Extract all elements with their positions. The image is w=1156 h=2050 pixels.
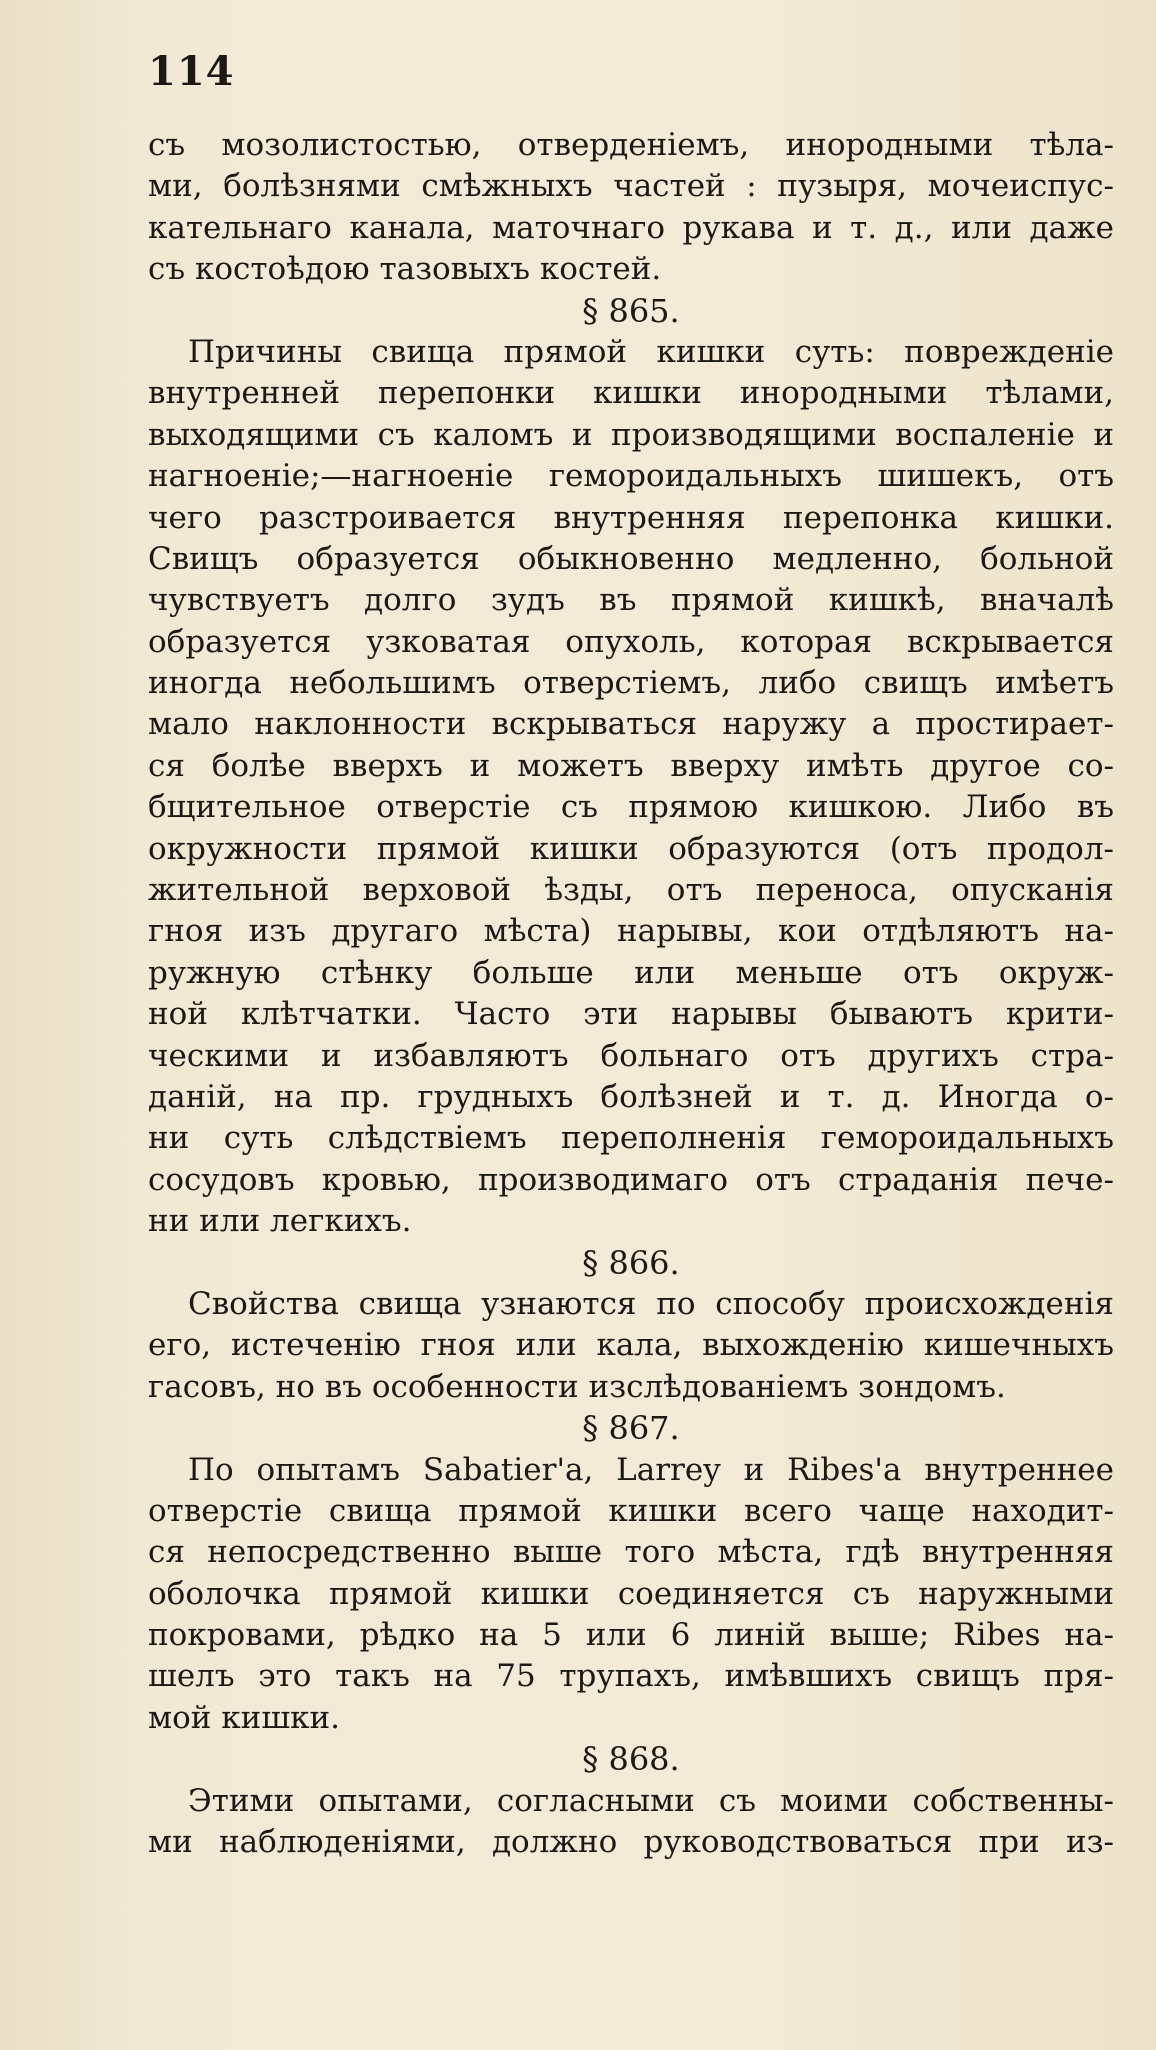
text-line: ся болѣе вверхъ и можетъ вверху имѣть другое со- xyxy=(148,747,1114,784)
text-line: ми наблюденіями, должно руководствоваться при из- xyxy=(148,1824,1114,1861)
text-line: гасовъ, но въ особенности изслѣдованіемъ зондомъ. xyxy=(148,1368,1006,1405)
section-heading: § 868. xyxy=(582,1740,680,1779)
text-line: чего разстроивается внутренняя перепонка кишки. xyxy=(148,499,1114,536)
text-line: шелъ это такъ на 75 трупахъ, имѣвшихъ свищъ пря- xyxy=(148,1658,1114,1695)
text-line: его, истеченію гноя или кала, выхожденію кишечныхъ xyxy=(148,1327,1114,1364)
text-line: гноя изъ другаго мѣста) нарывы, кои отдѣляютъ на- xyxy=(148,913,1114,950)
text-line: покровами, рѣдко на 5 или 6 линій выше; Ribes на- xyxy=(148,1617,1114,1654)
page-number: 114 xyxy=(148,48,235,95)
paragraph xyxy=(148,1284,1114,1408)
section-heading: § 865. xyxy=(582,291,680,330)
text-line: По опытамъ Sabatier'a, Larrey и Ribes'a внутреннее xyxy=(188,1451,1114,1488)
text-line: образуется узковатая опухоль, которая вскрывается xyxy=(148,623,1114,660)
text-line: нагноеніе;—нагноеніе гемороидальныхъ шишекъ, отъ xyxy=(148,458,1114,495)
text-line: мало наклонности вскрываться наружу а простирает- xyxy=(148,706,1114,743)
text-line: Свойства свища узнаются по способу происхожденія xyxy=(188,1285,1114,1322)
text-line: оболочка прямой кишки соединяется съ наружными xyxy=(148,1575,1114,1612)
text-line: ми, болѣзнями смѣжныхъ частей : пузыря, мочеиспус- xyxy=(148,168,1114,205)
text-line: иногда небольшимъ отверстіемъ, либо свищъ имѣетъ xyxy=(148,665,1114,702)
paragraph xyxy=(148,1450,1114,1740)
text-line: Этими опытами, согласными съ моими собственны- xyxy=(188,1782,1114,1819)
section-heading: § 866. xyxy=(582,1243,680,1282)
text-line: ружную стѣнку больше или меньше отъ окруж- xyxy=(148,954,1114,991)
paragraph xyxy=(148,1781,1114,1864)
section-heading: § 867. xyxy=(582,1409,680,1448)
paragraph xyxy=(148,332,1114,1243)
text-line: ся непосредственно выше того мѣста, гдѣ внутренняя xyxy=(148,1534,1114,1571)
text-line: окружности прямой кишки образуются (отъ продол- xyxy=(148,830,1114,867)
text-line: мой кишки. xyxy=(148,1699,341,1736)
text-line: ни суть слѣдствіемъ переполненія гемороидальныхъ xyxy=(148,1120,1114,1157)
text-line: ной клѣтчатки. Часто эти нарывы бываютъ крити- xyxy=(148,996,1114,1033)
text-line: жительной верховой ѣзды, отъ переноса, опусканія xyxy=(148,872,1114,909)
text-line: съ костоѣдою тазовыхъ костей. xyxy=(148,251,662,288)
text-line: бщительное отверстіе съ прямою кишкою. Либо въ xyxy=(148,789,1114,826)
text-line: даній, на пр. грудныхъ болѣзней и т. д. Иногда о- xyxy=(148,1078,1114,1115)
text-line: съ мозолистостью, отверденіемъ, инородными тѣла- xyxy=(148,127,1114,163)
text-line: Причины свища прямой кишки суть: поврежденіе xyxy=(188,333,1114,370)
text-line: кательнаго канала, маточнаго рукава и т. д., или даже xyxy=(148,209,1114,246)
text-line: внутренней перепонки кишки инородными тѣлами, xyxy=(148,375,1114,412)
text-line: чувствуетъ долго зудъ въ прямой кишкѣ, вначалѣ xyxy=(148,582,1114,619)
paragraph xyxy=(148,125,1114,291)
text-line: сосудовъ кровью, производимаго отъ страданія пече- xyxy=(148,1161,1114,1198)
text-line: Свищъ образуется обыкновенно медленно, больной xyxy=(148,540,1114,577)
text-line: ческими и избавляютъ больнаго отъ другихъ стра- xyxy=(148,1037,1114,1074)
text-line: ни или легкихъ. xyxy=(148,1203,412,1240)
text-line: выходящими съ каломъ и производящими воспаленіе и xyxy=(148,416,1114,453)
text-line: отверстіе свища прямой кишки всего чаще находит- xyxy=(148,1492,1114,1529)
body-text xyxy=(148,125,1114,1863)
